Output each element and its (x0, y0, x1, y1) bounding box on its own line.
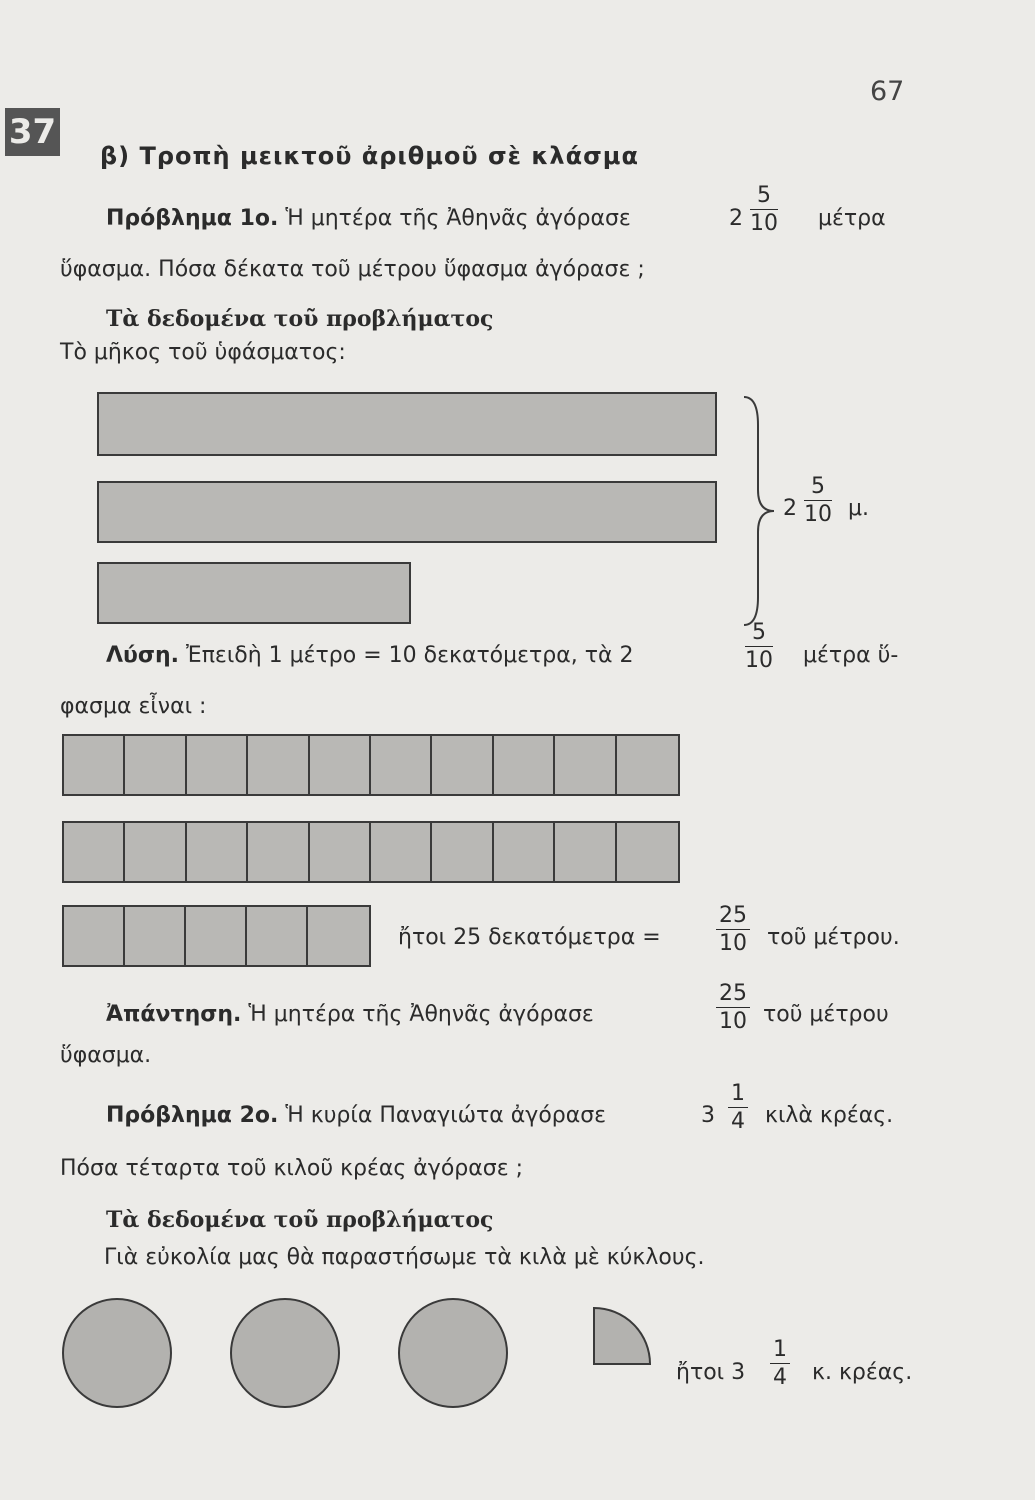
solution-line (106, 643, 633, 668)
problem2-result-fraction (770, 1337, 790, 1392)
fraction-denominator: 4 (773, 1365, 787, 1390)
problem2-intro: Γιὰ εὐκολία μας θὰ παραστήσωμε τὰ κιλὰ μὲ κύκλους. (104, 1245, 705, 1270)
fraction-numerator: 25 (716, 903, 750, 930)
decimeter-row-1 (62, 734, 680, 796)
decimeter-cell (187, 823, 248, 881)
result-fraction (716, 903, 750, 958)
problem1-fraction (750, 183, 778, 238)
fraction-numerator: 5 (745, 620, 773, 647)
fraction-denominator: 10 (719, 1009, 747, 1034)
decimeter-row-3 (62, 905, 371, 967)
problem2-fraction (728, 1081, 748, 1136)
problem2-label: Πρόβλημα 2ο. (106, 1103, 279, 1128)
answer-unit: τοῦ μέτρου (763, 1002, 889, 1027)
problem2-text-a: Ἡ κυρία Παναγιώτα ἀγόρασε (285, 1103, 607, 1128)
answer-label: Ἀπάντηση. (106, 1002, 242, 1027)
decimeter-cell (555, 736, 616, 794)
brace-whole: 2 (783, 496, 797, 521)
page-number: 67 (870, 76, 905, 107)
problem1-whole: 2 (729, 206, 743, 231)
decimeter-cell (64, 736, 125, 794)
problem1-statement (106, 206, 631, 231)
fraction-numerator: 25 (716, 981, 750, 1008)
solution-unit: μέτρα ὕ- (803, 643, 899, 668)
fraction-denominator: 4 (731, 1109, 745, 1134)
decimeter-cell (248, 823, 309, 881)
solution-text: Ἐπειδὴ 1 μέτρο = 10 δεκατόμετρα, τὰ 2 (186, 643, 634, 668)
problem2-result-unit: κ. κρέας. (812, 1360, 913, 1385)
solution-label: Λύση. (106, 643, 180, 668)
fraction-numerator: 5 (804, 474, 832, 501)
decimeter-cell (248, 736, 309, 794)
brace-fraction (804, 474, 832, 529)
problem1-question: ὕφασμα. Πόσα δέκατα τοῦ μέτρου ὕφασμα ἀγόρασε ; (60, 257, 645, 282)
kilo-circle-1 (62, 1298, 172, 1408)
fraction-numerator: 1 (770, 1337, 790, 1364)
brace-unit: μ. (848, 496, 869, 521)
decimeter-cell (186, 907, 247, 965)
decimeter-cell (310, 823, 371, 881)
fabric-meter-bar-2 (97, 481, 717, 543)
decimeter-cell (617, 823, 678, 881)
decimeter-cell (125, 907, 186, 965)
solution-fraction (745, 620, 773, 675)
result-unit: τοῦ μέτρου. (767, 925, 900, 950)
decimeter-cell (187, 736, 248, 794)
section-badge: 37 (5, 108, 60, 156)
section-title: β) Τροπὴ μεικτοῦ ἀριθμοῦ σὲ κλάσμα (100, 142, 639, 170)
problem1-label: Πρόβλημα 1ο. (106, 206, 279, 231)
decimeter-cell (617, 736, 678, 794)
answer-fraction (716, 981, 750, 1036)
decimeter-cell (64, 907, 125, 965)
fabric-meter-bar-1 (97, 392, 717, 456)
decimeter-cell (308, 907, 369, 965)
problem1-length-label: Τὸ μῆκος τοῦ ὑφάσματος: (60, 340, 346, 365)
result-text: ἤτοι 25 δεκατόμετρα = (398, 925, 661, 950)
kilo-circle-3 (398, 1298, 508, 1408)
quarter-circle-icon (592, 1306, 654, 1368)
kilo-circle-2 (230, 1298, 340, 1408)
decimeter-cell (494, 823, 555, 881)
decimeter-row-2 (62, 821, 680, 883)
decimeter-cell (555, 823, 616, 881)
fabric-half-meter-bar (97, 562, 411, 624)
problem1-data-heading: Τὰ δεδομένα τοῦ προβλήματος (106, 306, 494, 332)
problem2-question: Πόσα τέταρτα τοῦ κιλοῦ κρέας ἀγόρασε ; (60, 1156, 523, 1181)
decimeter-cell (371, 736, 432, 794)
curly-brace-icon (740, 395, 780, 627)
problem2-whole: 3 (701, 1103, 715, 1128)
fraction-denominator: 10 (745, 648, 773, 673)
solution-text-2: φασμα εἶναι : (60, 694, 207, 719)
decimeter-cell (371, 823, 432, 881)
decimeter-cell (432, 736, 493, 794)
answer-text: Ἡ μητέρα τῆς Ἀθηνᾶς ἀγόρασε (248, 1002, 594, 1027)
problem2-result-text: ἤτοι 3 (676, 1360, 746, 1385)
problem2-unit: κιλὰ κρέας. (765, 1103, 894, 1128)
decimeter-cell (310, 736, 371, 794)
fraction-denominator: 10 (804, 502, 832, 527)
problem1-text-a: Ἡ μητέρα τῆς Ἀθηνᾶς ἀγόρασε (285, 206, 631, 231)
fraction-denominator: 10 (750, 211, 778, 236)
decimeter-cell (432, 823, 493, 881)
decimeter-cell (125, 823, 186, 881)
fraction-numerator: 1 (728, 1081, 748, 1108)
decimeter-cell (125, 736, 186, 794)
problem2-data-heading: Τὰ δεδομένα τοῦ προβλήματος (106, 1207, 494, 1233)
problem1-unit: μέτρα (818, 206, 886, 231)
answer-text-2: ὕφασμα. (60, 1043, 152, 1068)
fraction-numerator: 5 (750, 183, 778, 210)
fraction-denominator: 10 (719, 931, 747, 956)
answer-line (106, 1002, 594, 1027)
problem2-statement (106, 1103, 606, 1128)
decimeter-cell (494, 736, 555, 794)
decimeter-cell (64, 823, 125, 881)
decimeter-cell (247, 907, 308, 965)
